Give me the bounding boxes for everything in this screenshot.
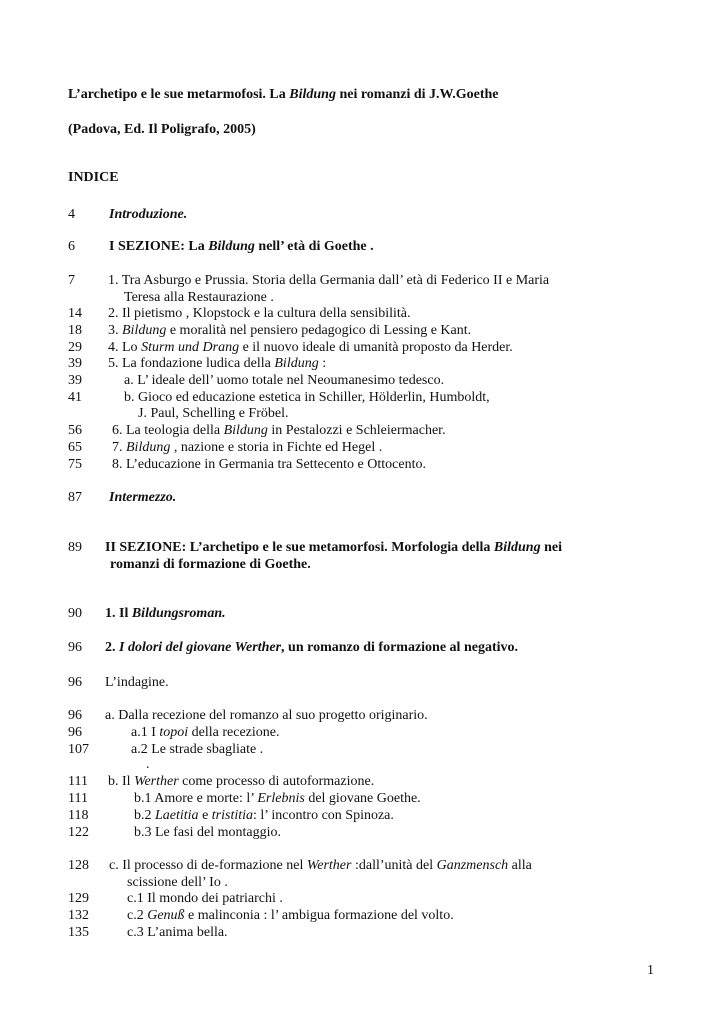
toc-text: :dall’unità del xyxy=(351,858,437,873)
toc-text: nei xyxy=(540,540,562,555)
title-italic: Bildung xyxy=(289,87,336,102)
toc-row xyxy=(0,372,724,389)
toc-entry: b. Gioco ed educazione estetica in Schiller, Hölderlin, Humboldt, xyxy=(124,390,490,405)
page-ref: 39 xyxy=(68,356,82,371)
page-ref: 96 xyxy=(68,725,82,740)
toc-italic: Werther xyxy=(306,858,352,873)
document-subtitle: (Padova, Ed. Il Poligrafo, 2005) xyxy=(68,122,256,137)
toc-row xyxy=(0,890,724,907)
toc-text: 4. Lo xyxy=(108,340,142,355)
toc-row xyxy=(0,322,724,339)
toc-italic: Bildung xyxy=(274,356,319,371)
toc-row xyxy=(0,489,724,506)
page-ref: 135 xyxy=(68,925,89,940)
toc-row xyxy=(0,773,724,790)
toc-row xyxy=(0,305,724,322)
toc-text: II SEZIONE: L’archetipo e le sue metamorfosi. Morfologia della xyxy=(105,540,494,555)
toc-text: : xyxy=(318,356,327,371)
toc-entry xyxy=(109,857,532,874)
toc-entry: Teresa alla Restaurazione . xyxy=(124,290,274,305)
toc-entry xyxy=(134,790,421,807)
toc-entry xyxy=(109,206,187,223)
toc-entry xyxy=(105,639,518,656)
toc-italic: Werther xyxy=(134,774,179,789)
toc-row xyxy=(0,874,724,891)
page-ref: 18 xyxy=(68,323,82,338)
toc-entry: c.3 L’anima bella. xyxy=(127,925,228,940)
page-ref: 75 xyxy=(68,457,82,472)
toc-italic: Bildung xyxy=(493,540,541,555)
toc-text: del giovane Goethe. xyxy=(304,791,421,806)
toc-italic: Ganzmensch xyxy=(436,858,509,873)
page-ref: 111 xyxy=(68,791,88,806)
toc-text: b.2 xyxy=(134,808,155,823)
toc-text: b.1 Amore e morte: l’ xyxy=(134,791,258,806)
toc-italic: Laetitia xyxy=(155,808,199,823)
toc-row xyxy=(0,206,724,223)
toc-row xyxy=(0,605,724,622)
toc-text: in Pestalozzi e Schleiermacher. xyxy=(267,423,446,438)
toc-italic: Bildung xyxy=(223,423,268,438)
toc-text: 6. La teologia della xyxy=(112,423,224,438)
toc-entry xyxy=(108,322,471,339)
toc-entry: b.3 Le fasi del montaggio. xyxy=(134,825,281,840)
toc-entry: c.1 Il mondo dei patriarchi . xyxy=(127,891,283,906)
toc-row xyxy=(0,756,724,773)
toc-text: a.1 I xyxy=(131,725,160,740)
toc-italic: tristitia xyxy=(211,808,254,823)
toc-entry xyxy=(108,773,374,790)
toc-entry: romanzi di formazione di Goethe. xyxy=(110,557,311,572)
toc-italic: Sturm und Drang xyxy=(141,340,240,355)
toc-entry: . xyxy=(146,757,150,772)
page-ref: 96 xyxy=(68,675,82,690)
toc-row xyxy=(0,724,724,741)
toc-text: 2. xyxy=(105,640,119,655)
toc-row xyxy=(0,556,724,573)
page-ref: 111 xyxy=(68,774,88,789)
toc-italic: topoi xyxy=(159,725,189,740)
toc-entry: 2. Il pietismo , Klopstock e la cultura della sensibilità. xyxy=(108,306,411,321)
toc-entry: a.2 Le strade sbagliate . xyxy=(131,742,264,757)
title-part: nei romanzi di J.W.Goethe xyxy=(335,87,499,102)
page-ref: 39 xyxy=(68,373,82,388)
toc-row xyxy=(0,422,724,439)
page-ref: 87 xyxy=(68,490,82,505)
page-ref: 4 xyxy=(68,207,75,222)
page-ref: 56 xyxy=(68,423,82,438)
toc-row xyxy=(0,807,724,824)
page-ref: 7 xyxy=(68,273,75,288)
toc-entry: a. Dalla recezione del romanzo al suo progetto originario. xyxy=(105,708,428,723)
toc-italic: Introduzione. xyxy=(109,207,188,222)
page-ref: 118 xyxy=(68,808,89,823)
toc-row xyxy=(0,539,724,556)
page-ref: 41 xyxy=(68,390,82,405)
toc-text: 1. Il xyxy=(105,606,132,621)
toc-row xyxy=(0,857,724,874)
toc-row xyxy=(0,639,724,656)
toc-row xyxy=(0,907,724,924)
toc-text: e xyxy=(198,808,212,823)
toc-italic: Intermezzo. xyxy=(109,490,177,505)
toc-row xyxy=(0,289,724,306)
toc-text: nell’ età di Goethe . xyxy=(254,239,374,254)
toc-text: , un romanzo di formazione al negativo. xyxy=(281,640,519,655)
title-part: L’archetipo e le sue metarmofosi. La xyxy=(68,87,290,102)
toc-entry: a. L’ ideale dell’ uomo totale nel Neoumanesimo tedesco. xyxy=(124,373,445,388)
toc-entry xyxy=(105,539,562,556)
toc-row xyxy=(0,439,724,456)
toc-text: , nazione e storia in Fichte ed Hegel . xyxy=(170,440,383,455)
toc-italic: Erlebnis xyxy=(257,791,305,806)
toc-entry xyxy=(112,439,382,456)
toc-entry: J. Paul, Schelling e Fröbel. xyxy=(138,406,289,421)
toc-entry xyxy=(109,489,176,506)
toc-entry xyxy=(134,807,394,824)
toc-text: c.2 xyxy=(127,908,148,923)
toc-row xyxy=(0,272,724,289)
page-ref: 132 xyxy=(68,908,89,923)
toc-text: b. Il xyxy=(108,774,135,789)
page-ref: 14 xyxy=(68,306,82,321)
page-ref: 89 xyxy=(68,540,82,555)
toc-entry xyxy=(108,355,326,372)
toc-entry xyxy=(105,605,226,622)
toc-text: 3. xyxy=(108,323,122,338)
toc-italic: Bildung xyxy=(126,440,171,455)
toc-row xyxy=(0,707,724,724)
toc-row xyxy=(0,790,724,807)
toc-entry: L’indagine. xyxy=(105,675,169,690)
toc-entry xyxy=(108,339,513,356)
toc-entry: 8. L’educazione in Germania tra Settecento e Ottocento. xyxy=(112,457,426,472)
toc-entry xyxy=(112,422,446,439)
toc-italic: Bildungsroman. xyxy=(131,606,226,621)
page-ref: 122 xyxy=(68,825,89,840)
toc-italic: Bildung xyxy=(208,239,255,254)
toc-entry: 1. Tra Asburgo e Prussia. Storia della Germania dall’ età di Federico II e Maria xyxy=(108,273,550,288)
page-ref: 29 xyxy=(68,340,82,355)
index-heading: INDICE xyxy=(68,170,119,185)
toc-row xyxy=(0,456,724,473)
page-ref: 96 xyxy=(68,708,82,723)
toc-text: come processo di autoformazione. xyxy=(178,774,375,789)
toc-text: della recezione. xyxy=(188,725,280,740)
page-number: 1 xyxy=(647,963,654,978)
toc-text: e il nuovo ideale di umanità proposto da Herder. xyxy=(239,340,513,355)
document-title xyxy=(68,87,499,103)
toc-text: 5. La fondazione ludica della xyxy=(108,356,275,371)
toc-italic: Bildung xyxy=(122,323,167,338)
toc-row xyxy=(0,824,724,841)
toc-entry xyxy=(131,724,280,741)
toc-text: alla xyxy=(508,858,532,873)
page-ref: 6 xyxy=(68,239,75,254)
toc-text: : l’ incontro con Spinoza. xyxy=(253,808,394,823)
page-ref: 128 xyxy=(68,858,89,873)
toc-row xyxy=(0,339,724,356)
toc-italic: I dolori del giovane Werther xyxy=(119,640,282,655)
page-ref: 96 xyxy=(68,640,82,655)
toc-entry xyxy=(109,238,374,255)
toc-entry xyxy=(127,907,454,924)
page-ref: 107 xyxy=(68,742,89,757)
toc-text: I SEZIONE: La xyxy=(109,239,209,254)
toc-text: c. Il processo di de-formazione nel xyxy=(109,858,307,873)
page-ref: 65 xyxy=(68,440,82,455)
toc-row xyxy=(0,238,724,255)
toc-row xyxy=(0,355,724,372)
toc-row xyxy=(0,924,724,941)
page-ref: 90 xyxy=(68,606,82,621)
toc-text: 7. xyxy=(112,440,126,455)
toc-text: e moralità nel pensiero pedagogico di Lessing e Kant. xyxy=(166,323,472,338)
toc-text: e malinconia : l’ ambigua formazione del volto. xyxy=(184,908,454,923)
toc-row xyxy=(0,389,724,406)
toc-row xyxy=(0,405,724,422)
toc-italic: Genuß xyxy=(147,908,185,923)
toc-entry: scissione dell’ Io . xyxy=(127,875,228,890)
page-ref: 129 xyxy=(68,891,89,906)
toc-row xyxy=(0,674,724,691)
